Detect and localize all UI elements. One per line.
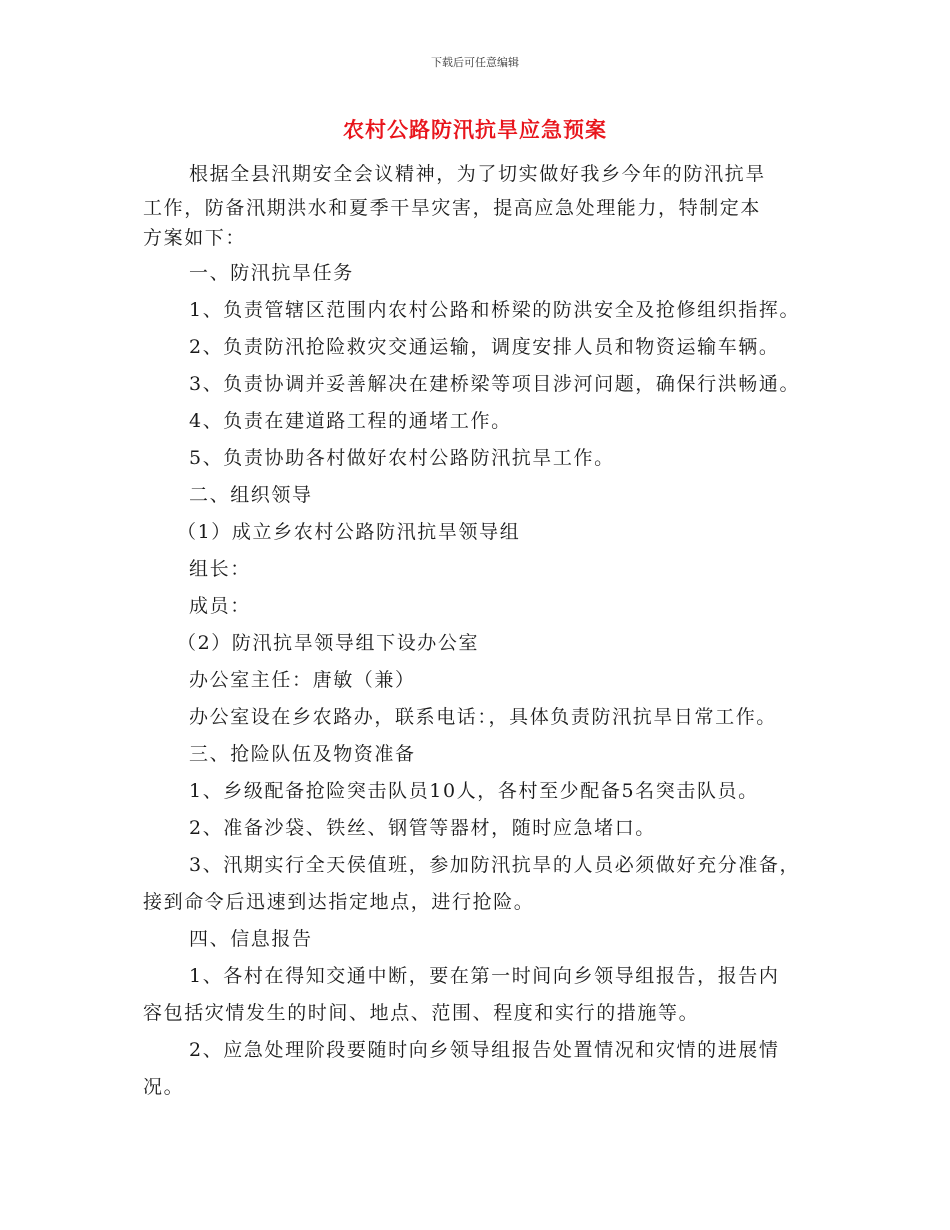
task-item-3: 3、负责协调并妥善解决在建桥梁等项目涉河问题，确保行洪畅通。	[189, 373, 801, 395]
rescue-item-3-line-1: 3、汛期实行全天侯值班，参加防汛抗旱的人员必须做好充分准备，	[189, 854, 801, 876]
intro-paragraph-line-1: 根据全县汛期安全会议精神，为了切实做好我乡今年的防汛抗旱	[189, 163, 766, 185]
rescue-item-3-line-2: 接到命令后迅速到达指定地点，进行抢险。	[143, 891, 535, 913]
section-heading-rescue: 三、抢险队伍及物资准备	[189, 743, 416, 765]
task-item-5: 5、负责协助各村做好农村公路防汛抗旱工作。	[189, 447, 615, 469]
section-heading-organization: 二、组织领导	[189, 484, 313, 506]
report-item-2-line-1: 2、应急处理阶段要随时向乡领导组报告处置情况和灾情的进展情	[189, 1039, 780, 1061]
task-item-4: 4、负责在建道路工程的通堵工作。	[189, 410, 512, 432]
rescue-item-2: 2、准备沙袋、铁丝、钢管等器材，随时应急堵口。	[189, 817, 656, 839]
intro-paragraph-line-3: 方案如下：	[143, 227, 247, 249]
org-item-1: （1）成立乡农村公路防汛抗旱领导组	[177, 521, 521, 543]
intro-paragraph-line-2: 工作，防备汛期洪水和夏季干旱灾害，提高应急处理能力，特制定本	[143, 197, 762, 219]
task-item-2: 2、负责防汛抢险救灾交通运输，调度安排人员和物资运输车辆。	[189, 336, 780, 358]
section-heading-tasks: 一、防汛抗旱任务	[189, 262, 354, 284]
document-title: 农村公路防汛抗旱应急预案	[343, 117, 607, 142]
report-item-2-line-2: 况。	[143, 1076, 185, 1098]
report-item-1-line-2: 容包括灾情发生的时间、地点、范围、程度和实行的措施等。	[143, 1002, 700, 1024]
task-item-1: 1、负责管辖区范围内农村公路和桥梁的防洪安全及抢修组织指挥。	[189, 299, 801, 321]
section-heading-report: 四、信息报告	[189, 928, 313, 950]
org-item-2: （2）防汛抗旱领导组下设办公室	[177, 632, 480, 654]
report-item-1-line-1: 1、各村在得知交通中断，要在第一时间向乡领导组报告，报告内	[189, 965, 780, 987]
rescue-item-1: 1、乡级配备抢险突击队员10人，各村至少配备5名突击队员。	[189, 780, 759, 802]
office-location-line: 办公室设在乡农路办，联系电话：，具体负责防汛抗旱日常工作。	[189, 706, 777, 728]
office-director-line: 办公室主任：唐敏（兼）	[189, 669, 416, 691]
document-body	[143, 156, 823, 1106]
org-members-line: 成员：	[189, 595, 251, 617]
page-header-note: 下载后可任意编辑	[431, 56, 519, 69]
org-leader-line: 组长：	[189, 558, 251, 580]
